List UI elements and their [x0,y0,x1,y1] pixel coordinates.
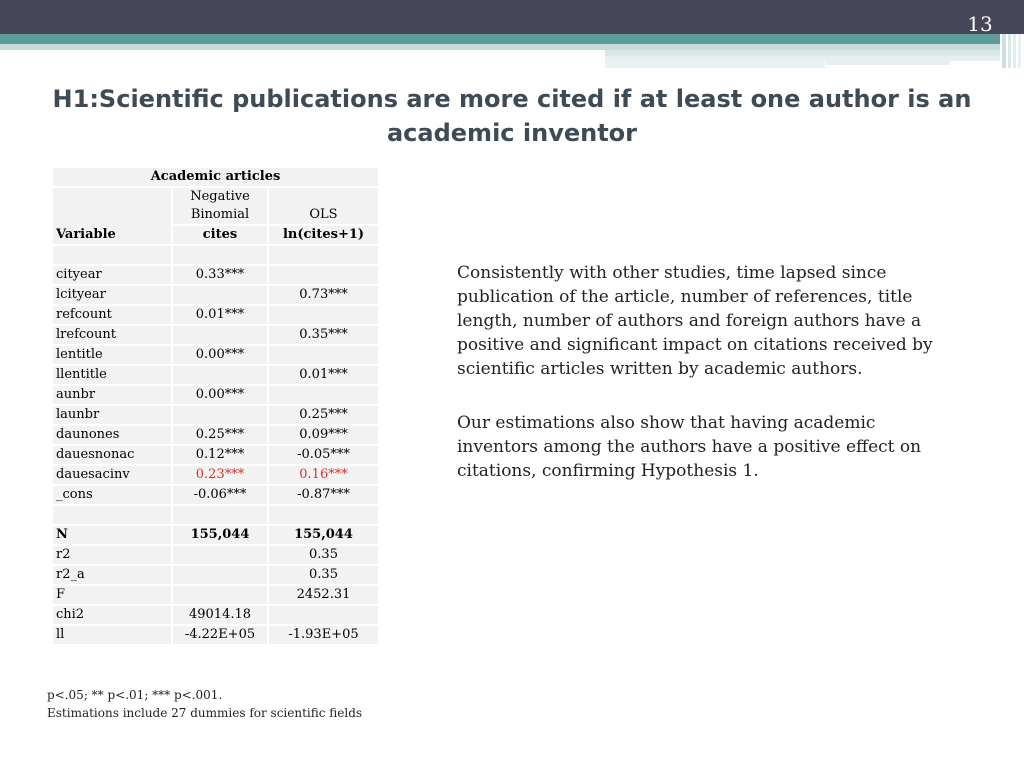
findings-paragraph-2: Our estimations also show that having academic inventors among the authors have a positive effect on citations, confirming Hypothesis 1. [457,413,922,481]
slide-title [40,82,984,150]
stat-name: r2_a [53,566,171,584]
row-ols-value: -0.05*** [269,446,378,464]
stat-nb-value [173,566,267,584]
row-ols-value [269,306,378,324]
row-variable: _cons [53,486,171,504]
stat-name: F [53,586,171,604]
spacer-cell [53,246,171,264]
row-nb-value [173,326,267,344]
row-ols-value-highlight: 0.16*** [269,466,378,484]
findings-paragraph-1: Consistently with other studies, time lapsed since publication of the article, number of references, title length, number of authors and foreign authors have a positive and significant impact on citations received by scientific articles written by academic authors. [457,263,933,379]
table-row [53,346,378,364]
row-variable: cityear [53,266,171,284]
stat-nb-value: 155,044 [173,526,267,544]
regression-table [51,166,380,646]
row-variable: lrefcount [53,326,171,344]
stat-nb-value: -4.22E+05 [173,626,267,644]
col2-header [173,188,267,224]
row-variable: lcityear [53,286,171,304]
row-variable: llentitle [53,366,171,384]
decor-stripe [826,61,950,65]
table-row [53,426,378,444]
row-ols-value: -0.87*** [269,486,378,504]
spacer-cell [53,506,171,524]
col2-subheader: cites [173,226,267,244]
row-variable: refcount [53,306,171,324]
stats-row [53,626,378,644]
notes-line-1: p<.05; ** p<.01; *** p<.001. [47,688,223,702]
row-nb-value-highlight: 0.23*** [173,466,267,484]
row-nb-value: 0.01*** [173,306,267,324]
stat-ols-value: 0.35 [269,546,378,564]
row-nb-value: 0.25*** [173,426,267,444]
row-nb-value: 0.00*** [173,386,267,404]
stat-name: r2 [53,546,171,564]
row-ols-value: 0.35*** [269,326,378,344]
stats-row [53,606,378,624]
row-variable: lentitle [53,346,171,364]
table-row [53,306,378,324]
slide-number: 13 [967,12,993,36]
table-row [53,286,378,304]
table-row [53,366,378,384]
col2-header-line1: Negative [190,189,250,204]
row-nb-value: 0.12*** [173,446,267,464]
row-nb-value: -0.06*** [173,486,267,504]
row-nb-value: 0.33*** [173,266,267,284]
stats-row [53,586,378,604]
table-row [53,486,378,504]
table-row [53,266,378,284]
row-variable: aunbr [53,386,171,404]
title-line-1: H1:Scientific publications are more cited if at least one author is an [52,85,972,113]
row-nb-value [173,406,267,424]
stat-name: N [53,526,171,544]
row-variable: dauesnonac [53,446,171,464]
row-ols-value [269,386,378,404]
row-ols-value [269,346,378,364]
row-ols-value: 0.25*** [269,406,378,424]
title-line-2: academic inventor [386,119,637,147]
row-variable: daunones [53,426,171,444]
decor-vertical-bar [1013,34,1016,68]
table-row [53,386,378,404]
teal-band [0,34,1000,44]
row-nb-value [173,286,267,304]
table-row-highlighted [53,466,378,484]
row-nb-value: 0.00*** [173,346,267,364]
stat-name: chi2 [53,606,171,624]
top-header-bar [0,0,1024,34]
table-group-header: Academic articles [53,168,378,186]
spacer-cell [173,506,267,524]
decor-vertical-bar [1008,34,1011,68]
stat-ols-value: 2452.31 [269,586,378,604]
row-ols-value [269,266,378,284]
stat-ols-value: 0.35 [269,566,378,584]
row-variable: dauesacinv [53,466,171,484]
row-ols-value: 0.73*** [269,286,378,304]
stat-nb-value [173,546,267,564]
stat-ols-value: 155,044 [269,526,378,544]
spacer-cell [269,246,378,264]
col3-header: OLS [269,188,378,224]
col2-header-line2: Binomial [190,207,250,222]
stat-name: ll [53,626,171,644]
row-nb-value [173,366,267,384]
table-row [53,406,378,424]
decor-stripe [605,61,825,68]
table-notes [47,686,362,722]
variable-header: Variable [53,188,171,244]
col3-subheader: ln(cites+1) [269,226,378,244]
notes-line-2: Estimations include 27 dummies for scientific fields [47,706,363,720]
table-row [53,446,378,464]
stat-nb-value [173,586,267,604]
decor-vertical-bar [1002,34,1006,68]
stats-row [53,526,378,544]
decor-vertical-bar [1018,34,1021,68]
stat-ols-value: -1.93E+05 [269,626,378,644]
row-variable: launbr [53,406,171,424]
stats-row [53,546,378,564]
row-ols-value: 0.09*** [269,426,378,444]
stat-nb-value: 49014.18 [173,606,267,624]
row-ols-value: 0.01*** [269,366,378,384]
stats-row [53,566,378,584]
spacer-cell [173,246,267,264]
stat-ols-value [269,606,378,624]
spacer-cell [269,506,378,524]
table-row [53,326,378,344]
